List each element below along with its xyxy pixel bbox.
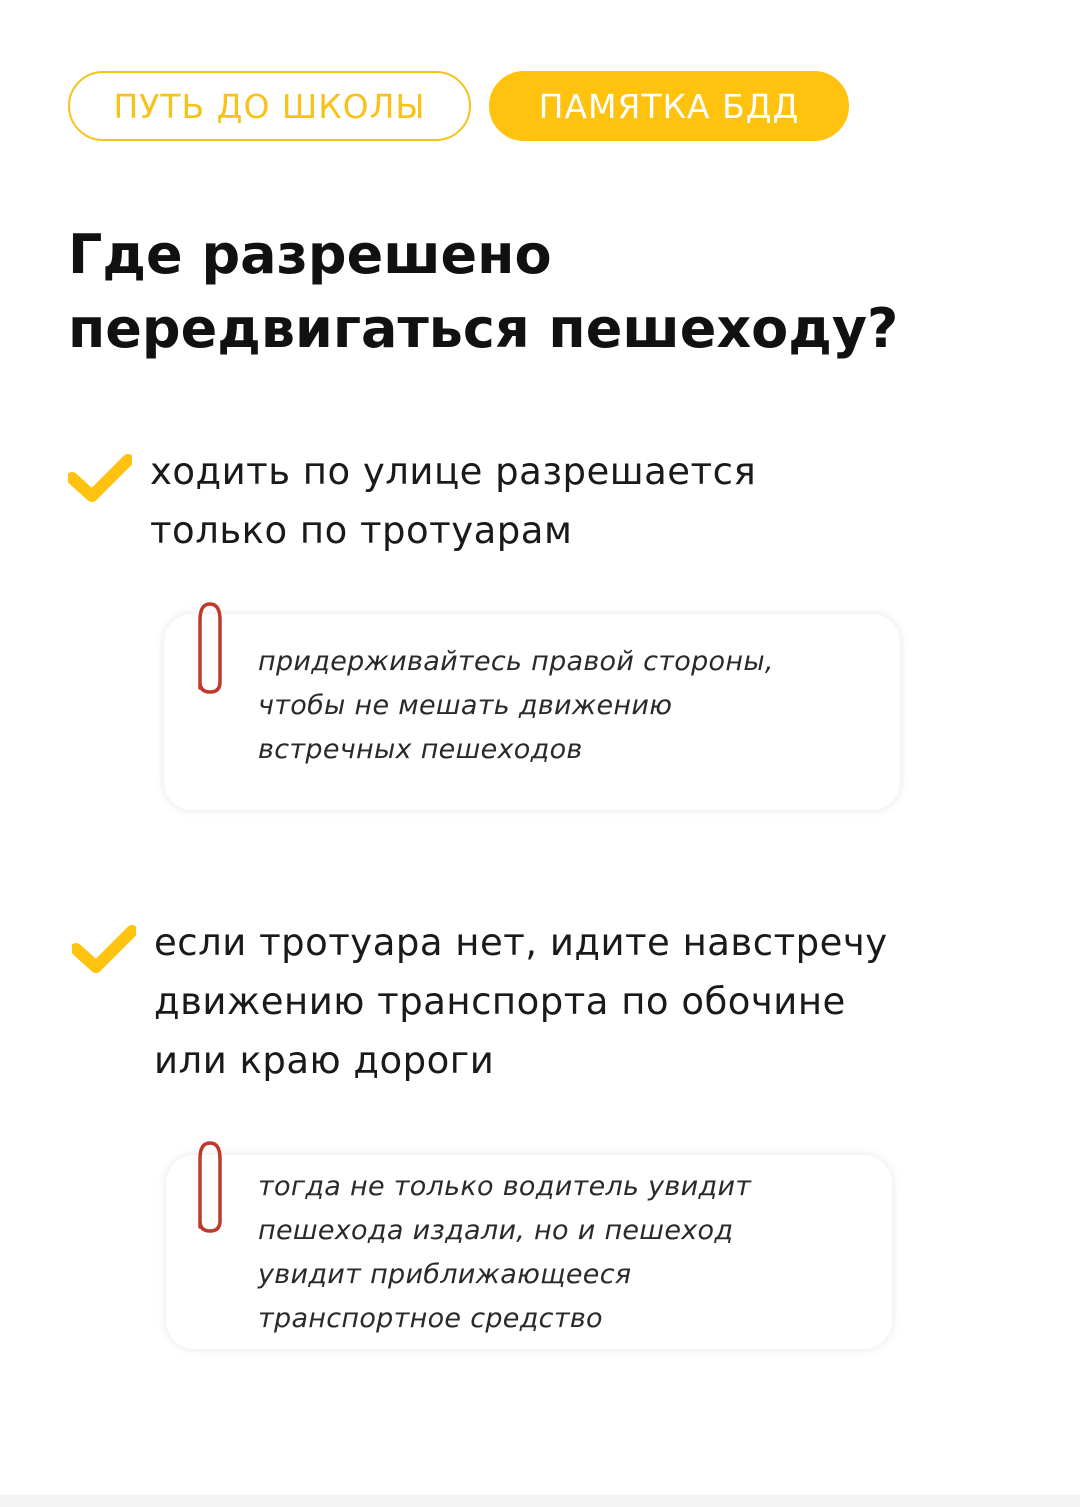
note-text bbox=[258, 640, 774, 772]
tab-route-to-school[interactable] bbox=[68, 71, 471, 141]
checkmark-icon bbox=[68, 452, 132, 506]
rule-text-line: только по тротуарам bbox=[150, 509, 573, 552]
note-text-line: тогда не только водитель увидит bbox=[258, 1171, 752, 1202]
note-text bbox=[258, 1165, 751, 1341]
tab-route-to-school-label: ПУТЬ ДО ШКОЛЫ bbox=[113, 86, 426, 126]
rule-text-line: движению транспорта по обочине bbox=[154, 980, 846, 1023]
rule-text bbox=[150, 442, 756, 560]
tab-traffic-rules-memo[interactable] bbox=[489, 71, 849, 141]
paperclip-icon bbox=[188, 598, 228, 694]
note-text-line: придерживайтесь правой стороны, bbox=[258, 646, 774, 677]
rule-text-line: ходить по улице разрешается bbox=[150, 450, 757, 493]
page-title-line-1: Где разрешено bbox=[68, 223, 552, 286]
checkmark-icon bbox=[72, 923, 136, 977]
page-title-line-2: передвигаться пешеходу? bbox=[68, 297, 899, 360]
paperclip-icon bbox=[188, 1137, 228, 1233]
tab-bar bbox=[68, 71, 849, 141]
note-text-line: пешехода издали, но и пешеход bbox=[258, 1215, 734, 1246]
bottom-divider bbox=[0, 1495, 1080, 1507]
page-title bbox=[68, 218, 968, 366]
rule-text-line: если тротуара нет, идите навстречу bbox=[154, 921, 888, 964]
note-card bbox=[164, 614, 900, 810]
note-text-line: чтобы не мешать движению bbox=[258, 690, 673, 721]
tab-traffic-rules-memo-label: ПАМЯТКА БДД bbox=[538, 86, 800, 126]
note-text-line: увидит приближающееся bbox=[258, 1259, 632, 1290]
note-text-line: встречных пешеходов bbox=[258, 734, 583, 765]
rule-text bbox=[154, 913, 888, 1090]
note-text-line: транспортное средство bbox=[258, 1303, 603, 1334]
rule-item-no-sidewalk bbox=[68, 913, 1028, 1113]
note-card bbox=[166, 1155, 892, 1349]
rule-text-line: или краю дороги bbox=[154, 1039, 495, 1082]
